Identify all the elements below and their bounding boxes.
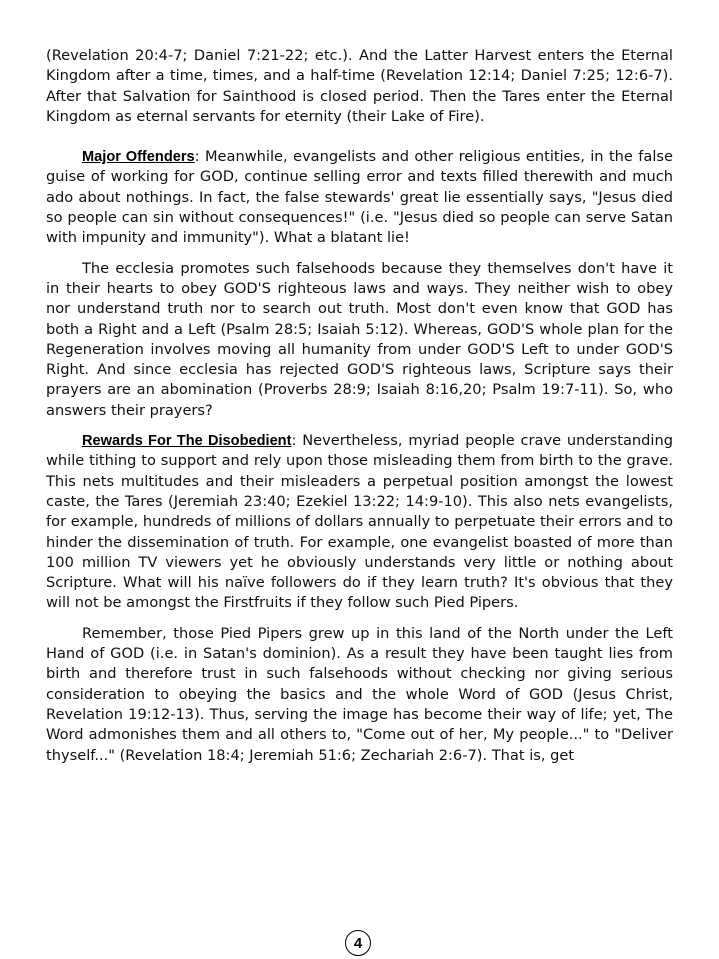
page-number: 4	[345, 930, 371, 956]
paragraph-rewards	[46, 431, 673, 614]
heading-colon: :	[194, 148, 200, 166]
section-heading-rewards: Rewards For The Disobedient	[82, 433, 292, 450]
paragraph-major-offenders-body: Meanwhile, evangelists and other religious entities, in the false guise of working for GOD, continue selling error and texts filled therewith and much ado about nothings. In fact, the false stewards' great lie essentially says, "Jesus died so people can sin without consequences!" (i.e. "Jesus died so people can serve Satan with impunity and immunity"). What a blatant lie!	[46, 148, 674, 247]
paragraph-major-offenders	[46, 147, 673, 248]
paragraph-ecclesia: The ecclesia promotes such falsehoods because they themselves don't have it in their hearts to obey GOD'S righteous laws and ways. They neither wish to obey nor understand truth nor to search out truth. Most don't even know that GOD has both a Right and a Left (Psalm 28:5; Isaiah 5:12). Whereas, GOD'S whole plan for the Regeneration involves moving all humanity from under GOD'S Left to under GOD'S Right. And since ecclesia has rejected GOD'S righteous laws, Scripture says their prayers are an abomination (Proverbs 28:9; Isaiah 8:16,20; Psalm 19:7-11). So, who answers their prayers?	[46, 259, 673, 419]
document-page	[46, 46, 673, 766]
section-heading-major-offenders: Major Offenders	[82, 149, 195, 166]
heading-colon: :	[291, 432, 297, 450]
paragraph-pied-pipers: Remember, those Pied Pipers grew up in this land of the North under the Left Hand of GOD (i.e. in Satan's dominion). As a result they have been taught lies from birth and therefore trust in such falsehoods without checking nor giving serious consideration to obeying the basics and the whole Word of GOD (Jesus Christ, Revelation 19:12-13). Thus, serving the image has become their way of life; yet, The Word admonishes them and all others to, "Come out of her, My people..." to "Deliver thyself..." (Revelation 18:4; Jeremiah 51:6; Zechariah 2:6-7). That is, get	[46, 624, 673, 764]
paragraph-intro: (Revelation 20:4-7; Daniel 7:21-22; etc.). And the Latter Harvest enters the Eternal Kingdom after a time, times, and a half-time (Revelation 12:14; Daniel 7:25; 12:6-7). After that Salvation for Sainthood is closed period. Then the Tares enter the Eternal Kingdom as eternal servants for eternity (their Lake of Fire).	[46, 47, 673, 125]
paragraph-rewards-body: Nevertheless, myriad people crave understanding while tithing to support and rely upon those misleading them from birth to the grave. This nets multitudes and their misleaders a perpetual position amongst the lowest caste, the Tares (Jeremiah 23:40; Ezekiel 13:22; 14:9-10). This also nets evangelists, for example, hundreds of millions of dollars annually to perpetuate their errors and to hinder the dissemination of truth. For example, one evangelist boasted of more than 100 million TV viewers yet he obviously understands very little or nothing about Scripture. What will his naïve followers do if they learn truth? It's obvious that they will not be amongst the Firstfruits if they follow such Pied Pipers.	[46, 432, 673, 612]
